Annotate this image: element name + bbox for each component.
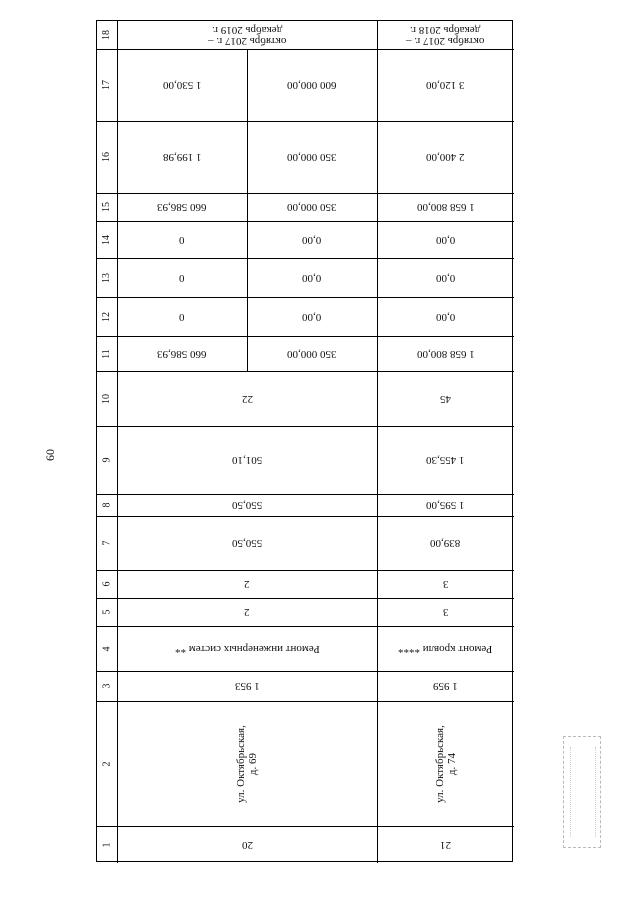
row20-c17a: 1 530,00: [162, 79, 202, 91]
row20-c10: 22: [241, 392, 253, 405]
col-num-12: 12: [101, 311, 112, 322]
row20-c7: 550,50: [231, 537, 263, 549]
col-num-8: 8: [101, 502, 112, 508]
col-num-7: 7: [101, 540, 112, 546]
page-number: 60: [43, 449, 57, 461]
row20-c6: 2: [244, 578, 250, 590]
row21-c11: 1 658 800,00: [416, 347, 475, 360]
col-num-14: 14: [101, 234, 112, 245]
col-num-10: 10: [101, 393, 112, 404]
row20-c14b: 0,00: [302, 233, 322, 246]
row20-work-type: Ремонт инженерных систем **: [174, 642, 320, 655]
row20-c16a: 1 199,98: [162, 151, 202, 163]
col-num-17: 17: [101, 80, 112, 90]
col-num-1: 1: [101, 842, 112, 847]
row20-c14a: 0: [179, 233, 185, 246]
row20-number: 20: [241, 838, 253, 851]
row21-c7: 839,00: [430, 537, 461, 549]
row20-c11a: 660 586,93: [157, 347, 207, 360]
row20-c12a: 0: [179, 310, 185, 323]
row20-c8: 550,50: [231, 499, 263, 511]
row20-address: ул. Октябрьская, д. 69: [235, 724, 259, 803]
col-num-16: 16: [101, 152, 112, 162]
row20-c11b: 350 000,00: [287, 347, 337, 360]
row20-c13a: 0: [179, 271, 185, 284]
faint-stamp-mark: [563, 736, 601, 848]
row20-c12b: 0,00: [302, 310, 322, 323]
row21-c14: 0,00: [435, 233, 456, 246]
row21-c6: 3: [442, 578, 449, 590]
row20-c17b: 600 000,00: [287, 79, 337, 91]
row21-c9: 1 455,30: [426, 454, 465, 466]
col-num-2: 2: [101, 761, 112, 766]
row20-period: декабрь 2019 г. октябрь 2017 г. –: [207, 24, 287, 47]
row21-period: декабрь 2018 г. октябрь 2017 г. –: [406, 24, 485, 47]
row20-c13b: 0,00: [302, 271, 322, 284]
row21-c17: 3 120,00: [426, 79, 465, 91]
row21-c16: 2 400,00: [426, 151, 465, 163]
col-num-9: 9: [101, 457, 112, 463]
row21-work-type: Ремонт кровли ****: [398, 642, 493, 655]
row20-c5: 2: [244, 606, 250, 618]
row21-c15: 1 658 800,00: [416, 201, 475, 213]
row21-c13: 0,00: [435, 271, 456, 284]
row21-c10: 45: [440, 392, 451, 405]
row21-year: 1 959: [433, 680, 458, 692]
row21-c8: 1 595,00: [426, 499, 465, 511]
row20-c16b: 350 000,00: [287, 151, 337, 163]
col-num-3: 3: [101, 683, 112, 689]
row21-number: 21: [440, 838, 451, 851]
col-num-13: 13: [101, 272, 112, 283]
col-num-4: 4: [101, 646, 112, 651]
col-num-15: 15: [101, 202, 112, 212]
col-num-5: 5: [101, 609, 112, 615]
col-num-18: 18: [101, 30, 112, 40]
row21-address: ул. Октябрьская, д. 74: [433, 724, 458, 803]
row20-year: 1 953: [234, 680, 260, 692]
repair-plan-table: [96, 20, 513, 862]
row21-c12: 0,00: [435, 310, 456, 323]
col-num-6: 6: [101, 581, 112, 587]
row20-c15b: 350 000,00: [287, 201, 337, 213]
col-num-11: 11: [100, 348, 112, 359]
row20-c9: 501,10: [231, 454, 263, 466]
row20-c15a: 660 586,93: [157, 201, 207, 213]
row21-c5: 3: [442, 606, 449, 618]
